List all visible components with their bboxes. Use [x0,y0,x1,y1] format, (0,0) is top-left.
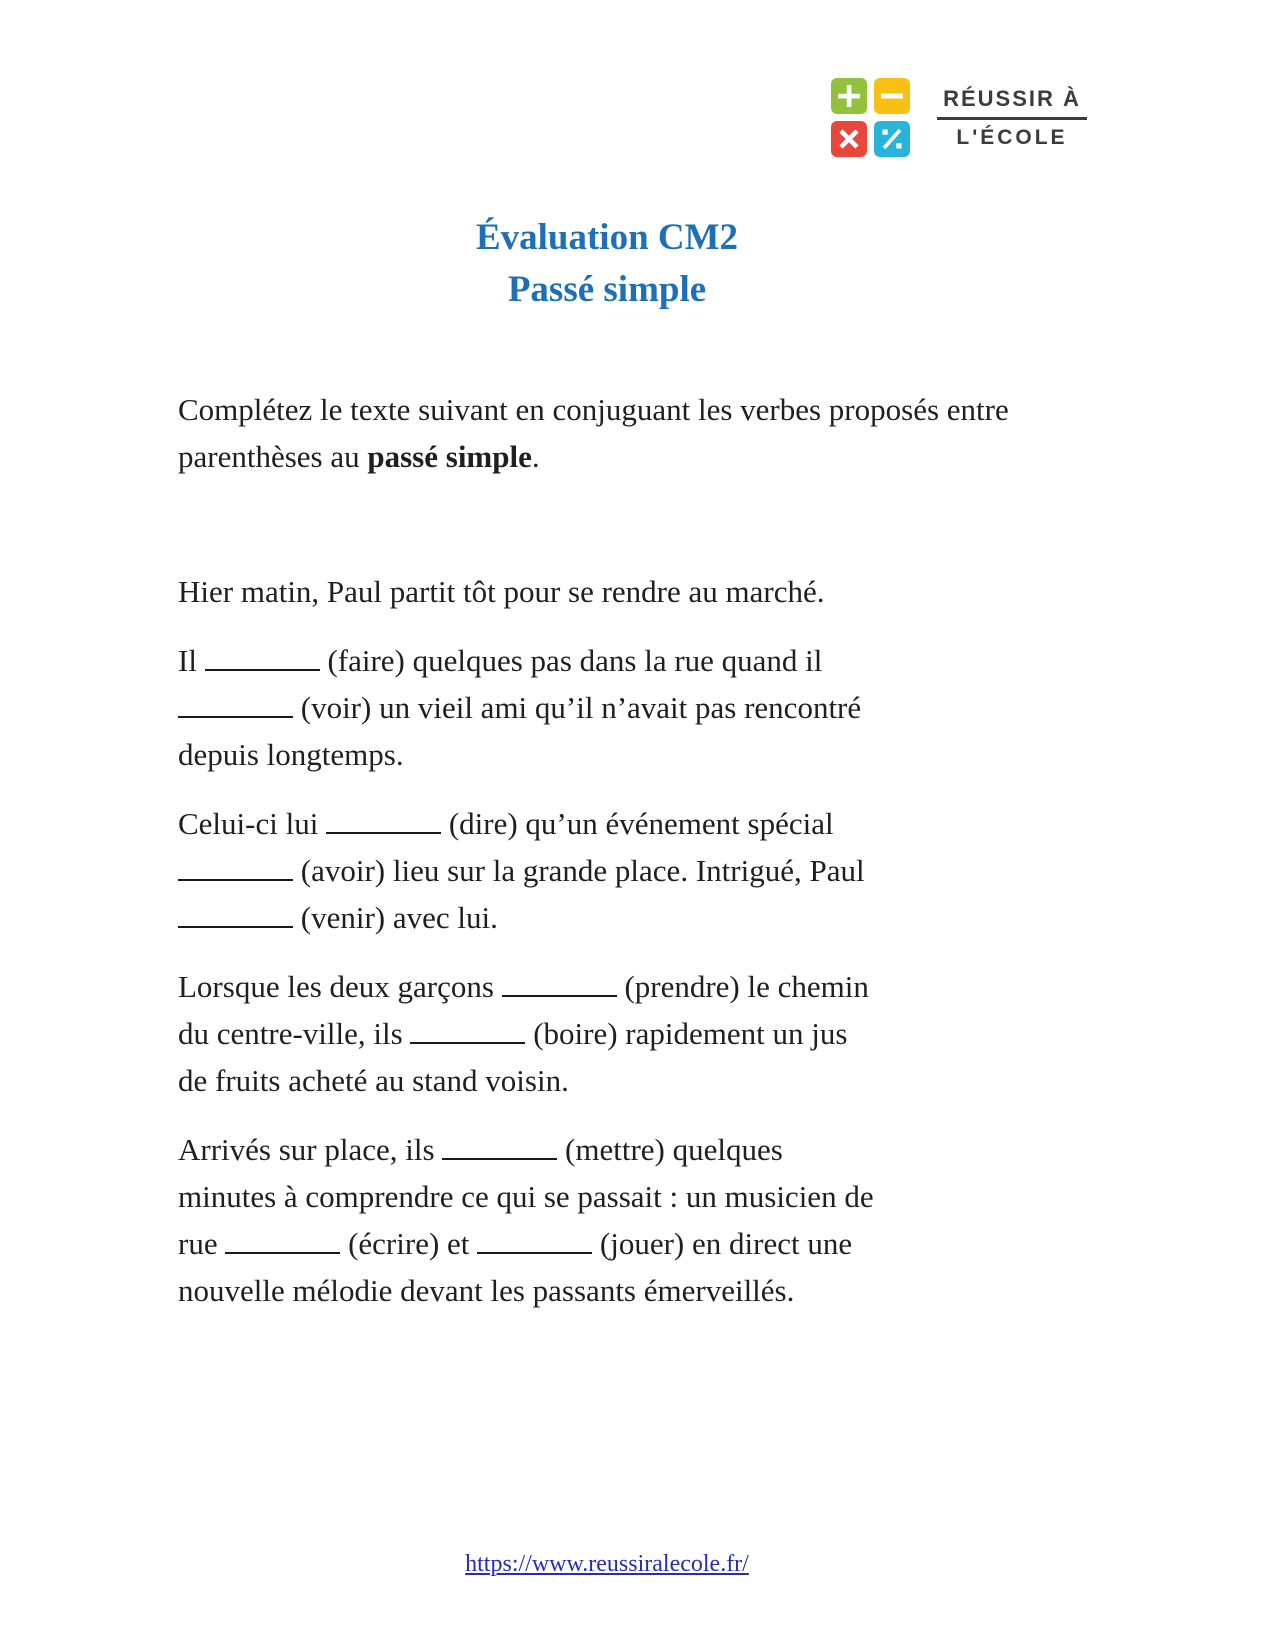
logo-tiles [831,78,910,157]
exercise-line [178,1057,1036,1104]
title-line-2: Passé simple [507,269,707,310]
brand-name-top: RÉUSSIR À [943,85,1081,111]
exercise-line [178,1173,1036,1220]
brand-logo [831,78,1087,157]
exercise-text: (jouer) en direct une [592,1226,853,1261]
brand-name-bottom: L'ÉCOLE [956,125,1068,149]
exercise-line [178,1267,1036,1314]
exercise-line [178,894,1036,941]
answer-blank [178,921,293,928]
brand-text [937,86,1087,150]
minus-icon [874,78,910,114]
instructions-period: . [531,439,540,474]
exercise-text: Arrivés sur place, ils [178,1132,443,1167]
brand-divider [937,117,1087,120]
multiply-icon [831,121,867,157]
answer-blank [477,1247,592,1254]
exercise-line [178,1010,1036,1057]
exercise-line [178,684,1036,731]
exercise-paragraph [178,963,1036,1104]
exercise-text: (écrire) et [340,1226,478,1261]
page-title [178,0,1036,316]
answer-blank [205,664,320,671]
plus-icon [831,78,867,114]
exercise-text: (boire) rapidement un jus [525,1016,848,1051]
page-footer [178,1551,1036,1578]
answer-blank [225,1247,340,1254]
exercise-text: Hier matin, Paul partit tôt pour se rendre au marché. [178,574,825,609]
instructions-bold: passé simple [367,439,532,474]
answer-blank [178,874,293,881]
exercise-line [178,963,1036,1010]
exercise-text: nouvelle mélodie devant les passants émerveillés. [178,1273,795,1308]
exercise-text: (mettre) quelques [557,1132,783,1167]
instructions-text: Complétez le texte suivant en conjuguant les verbes proposés entre parenthèses au [178,392,1009,474]
exercise-line [178,1126,1036,1173]
divide-icon [874,121,910,157]
page-content [178,0,1036,1314]
exercise-text: (avoir) lieu sur la grande place. Intrigué, Paul [293,853,865,888]
exercise-text: (dire) qu’un événement spécial [441,806,834,841]
footer-link[interactable]: https://www.reussiralecole.fr/ [465,1551,749,1577]
exercise-paragraph [178,1126,1036,1314]
exercise-text: depuis longtemps. [178,737,404,772]
exercise-line [178,1220,1036,1267]
exercise-text: rue [178,1226,226,1261]
exercise-paragraph [178,800,1036,941]
answer-blank [442,1153,557,1160]
exercise-text: (voir) un vieil ami qu’il n’avait pas rencontré [293,690,862,725]
exercise-text: de fruits acheté au stand voisin. [178,1063,569,1098]
title-line-1: Évaluation CM2 [475,217,739,258]
answer-blank [326,827,441,834]
exercise-line [178,731,1036,778]
exercise-text: Celui-ci lui [178,806,327,841]
exercise-line [178,568,1036,615]
exercise-text: du centre-ville, ils [178,1016,411,1051]
answer-blank [502,990,617,997]
answer-blank [178,711,293,718]
exercise-text: Lorsque les deux garçons [178,969,502,1004]
exercise-paragraph [178,568,1036,615]
exercise-text: minutes à comprendre ce qui se passait : un musicien de [178,1179,874,1214]
answer-blank [410,1037,525,1044]
exercise [178,568,1036,1314]
exercise-paragraph [178,637,1036,778]
exercise-line [178,800,1036,847]
exercise-line [178,637,1036,684]
exercise-text: (venir) avec lui. [293,900,498,935]
exercise-line [178,847,1036,894]
exercise-text: (faire) quelques pas dans la rue quand il [319,643,823,678]
instructions [178,386,1036,480]
exercise-text: Il [178,643,205,678]
exercise-text: (prendre) le chemin [616,969,869,1004]
